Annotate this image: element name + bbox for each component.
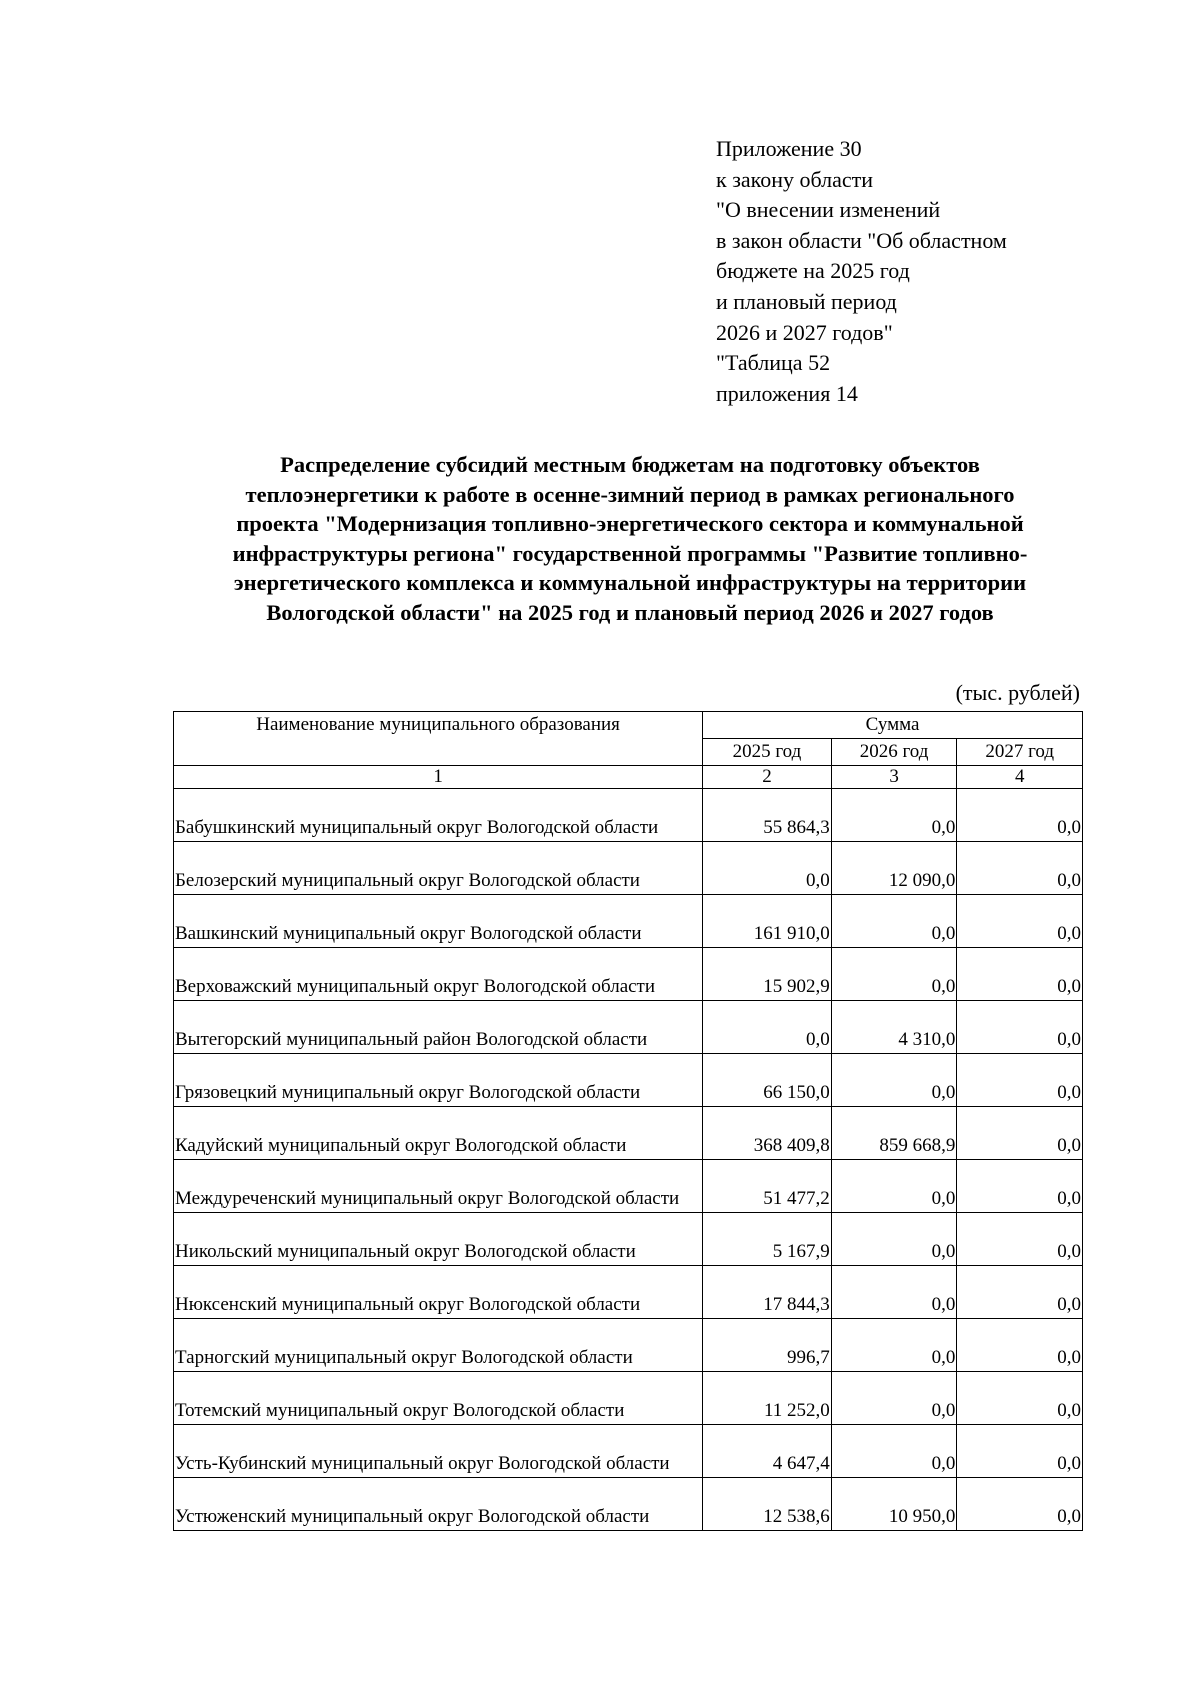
municipality-name: Усть-Кубинский муниципальный округ Вологодской области <box>174 1425 703 1478</box>
amount-2025: 51 477,2 <box>703 1160 832 1213</box>
municipality-name: Никольский муниципальный округ Вологодской области <box>174 1213 703 1266</box>
municipality-name: Белозерский муниципальный округ Вологодской области <box>174 842 703 895</box>
amount-2026: 0,0 <box>831 1213 957 1266</box>
annex-line: Приложение 30 <box>716 136 862 161</box>
amount-2027: 0,0 <box>957 1478 1083 1531</box>
amount-2026: 12 090,0 <box>831 842 957 895</box>
annex-line: бюджете на 2025 год <box>716 258 910 284</box>
column-number: 2 <box>703 766 832 789</box>
amount-2027: 0,0 <box>957 789 1083 842</box>
amount-2027: 0,0 <box>957 1160 1083 1213</box>
amount-2025: 15 902,9 <box>703 948 832 1001</box>
annex-line: в закон области "Об областном <box>716 227 1007 253</box>
amount-2026: 0,0 <box>831 948 957 1001</box>
title-line: проекта "Модернизация топливно-энергетического сектора и коммунальной <box>236 511 1024 536</box>
table-row <box>174 1001 1083 1054</box>
column-number: 3 <box>831 766 957 789</box>
column-number: 1 <box>174 766 703 789</box>
amount-2027: 0,0 <box>957 842 1083 895</box>
header-year-2025: 2025 год <box>703 739 832 766</box>
amount-2026: 0,0 <box>831 1425 957 1478</box>
amount-2026: 0,0 <box>831 1372 957 1425</box>
amount-2027: 0,0 <box>957 1425 1083 1478</box>
municipality-name: Междуреченский муниципальный округ Вологодской области <box>174 1160 703 1213</box>
municipality-name: Верховажский муниципальный округ Вологодской области <box>174 948 703 1001</box>
municipality-name: Кадуйский муниципальный округ Вологодской области <box>174 1107 703 1160</box>
amount-2025: 368 409,8 <box>703 1107 832 1160</box>
table-row <box>174 1160 1083 1213</box>
amount-2027: 0,0 <box>957 948 1083 1001</box>
municipality-name: Грязовецкий муниципальный округ Вологодской области <box>174 1054 703 1107</box>
municipality-name: Устюженский муниципальный округ Вологодской области <box>174 1478 703 1531</box>
title-line: инфраструктуры региона" государственной программы "Развитие топливно- <box>232 540 1028 566</box>
header-year-2026: 2026 год <box>831 739 957 766</box>
amount-2025: 0,0 <box>703 842 832 895</box>
amount-2025: 12 538,6 <box>703 1478 832 1531</box>
municipality-name: Вытегорский муниципальный район Вологодской области <box>174 1001 703 1054</box>
amount-2027: 0,0 <box>957 895 1083 948</box>
amount-2026: 0,0 <box>831 789 957 842</box>
units-label: (тыс. рублей) <box>955 680 1080 705</box>
municipality-name: Нюксенский муниципальный округ Вологодской области <box>174 1266 703 1319</box>
annex-reference <box>716 134 1007 409</box>
amount-2026: 0,0 <box>831 1054 957 1107</box>
amount-2025: 17 844,3 <box>703 1266 832 1319</box>
amount-2025: 5 167,9 <box>703 1213 832 1266</box>
title-line: теплоэнергетики к работе в осенне-зимний период в рамках регионального <box>245 481 1015 507</box>
amount-2027: 0,0 <box>957 1213 1083 1266</box>
amount-2027: 0,0 <box>957 1319 1083 1372</box>
table-row <box>174 948 1083 1001</box>
annex-line: и плановый период <box>716 288 897 314</box>
table-header-row <box>174 712 1083 739</box>
annex-line: к закону области <box>716 166 874 192</box>
table-row <box>174 895 1083 948</box>
amount-2026: 0,0 <box>831 895 957 948</box>
municipality-name: Вашкинский муниципальный округ Вологодской области <box>174 895 703 948</box>
amount-2025: 161 910,0 <box>703 895 832 948</box>
amount-2025: 0,0 <box>703 1001 832 1054</box>
amount-2027: 0,0 <box>957 1372 1083 1425</box>
annex-line: "Таблица 52 <box>716 350 831 376</box>
municipality-name: Тарногский муниципальный округ Вологодской области <box>174 1319 703 1372</box>
table-row <box>174 1107 1083 1160</box>
amount-2026: 0,0 <box>831 1160 957 1213</box>
title-line: энергетического комплекса и коммунальной инфраструктуры на территории <box>233 570 1027 595</box>
header-name: Наименование муниципального образования <box>174 712 703 766</box>
table-row <box>174 1054 1083 1107</box>
table-row <box>174 1266 1083 1319</box>
table-row <box>174 1372 1083 1425</box>
amount-2026: 4 310,0 <box>831 1001 957 1054</box>
amount-2027: 0,0 <box>957 1054 1083 1107</box>
amount-2026: 859 668,9 <box>831 1107 957 1160</box>
amount-2025: 66 150,0 <box>703 1054 832 1107</box>
column-number-row <box>174 766 1083 789</box>
table-row <box>174 842 1083 895</box>
annex-line: "О внесении изменений <box>716 197 941 223</box>
title-line: Вологодской области" на 2025 год и плановый период 2026 и 2027 годов <box>266 599 994 625</box>
amount-2025: 4 647,4 <box>703 1425 832 1478</box>
amount-2027: 0,0 <box>957 1266 1083 1319</box>
annex-line: 2026 и 2027 годов" <box>716 319 893 345</box>
header-year-2027: 2027 год <box>957 739 1083 766</box>
document-title <box>150 450 1110 627</box>
amount-2026: 0,0 <box>831 1266 957 1319</box>
amount-2025: 996,7 <box>703 1319 832 1372</box>
amount-2027: 0,0 <box>957 1107 1083 1160</box>
amount-2027: 0,0 <box>957 1001 1083 1054</box>
subsidy-table <box>173 711 1083 1531</box>
amount-2025: 11 252,0 <box>703 1372 832 1425</box>
municipality-name: Бабушкинский муниципальный округ Вологодской области <box>174 789 703 842</box>
column-number: 4 <box>957 766 1083 789</box>
municipality-name: Тотемский муниципальный округ Вологодской области <box>174 1372 703 1425</box>
amount-2026: 10 950,0 <box>831 1478 957 1531</box>
table-row <box>174 1319 1083 1372</box>
table-row <box>174 789 1083 842</box>
amount-2025: 55 864,3 <box>703 789 832 842</box>
title-line: Распределение субсидий местным бюджетам на подготовку объектов <box>280 452 980 477</box>
amount-2026: 0,0 <box>831 1319 957 1372</box>
annex-line: приложения 14 <box>716 380 858 406</box>
table-body <box>174 789 1083 1531</box>
table-row <box>174 1425 1083 1478</box>
table-row <box>174 1213 1083 1266</box>
header-sum: Сумма <box>703 712 1083 739</box>
table-row <box>174 1478 1083 1531</box>
